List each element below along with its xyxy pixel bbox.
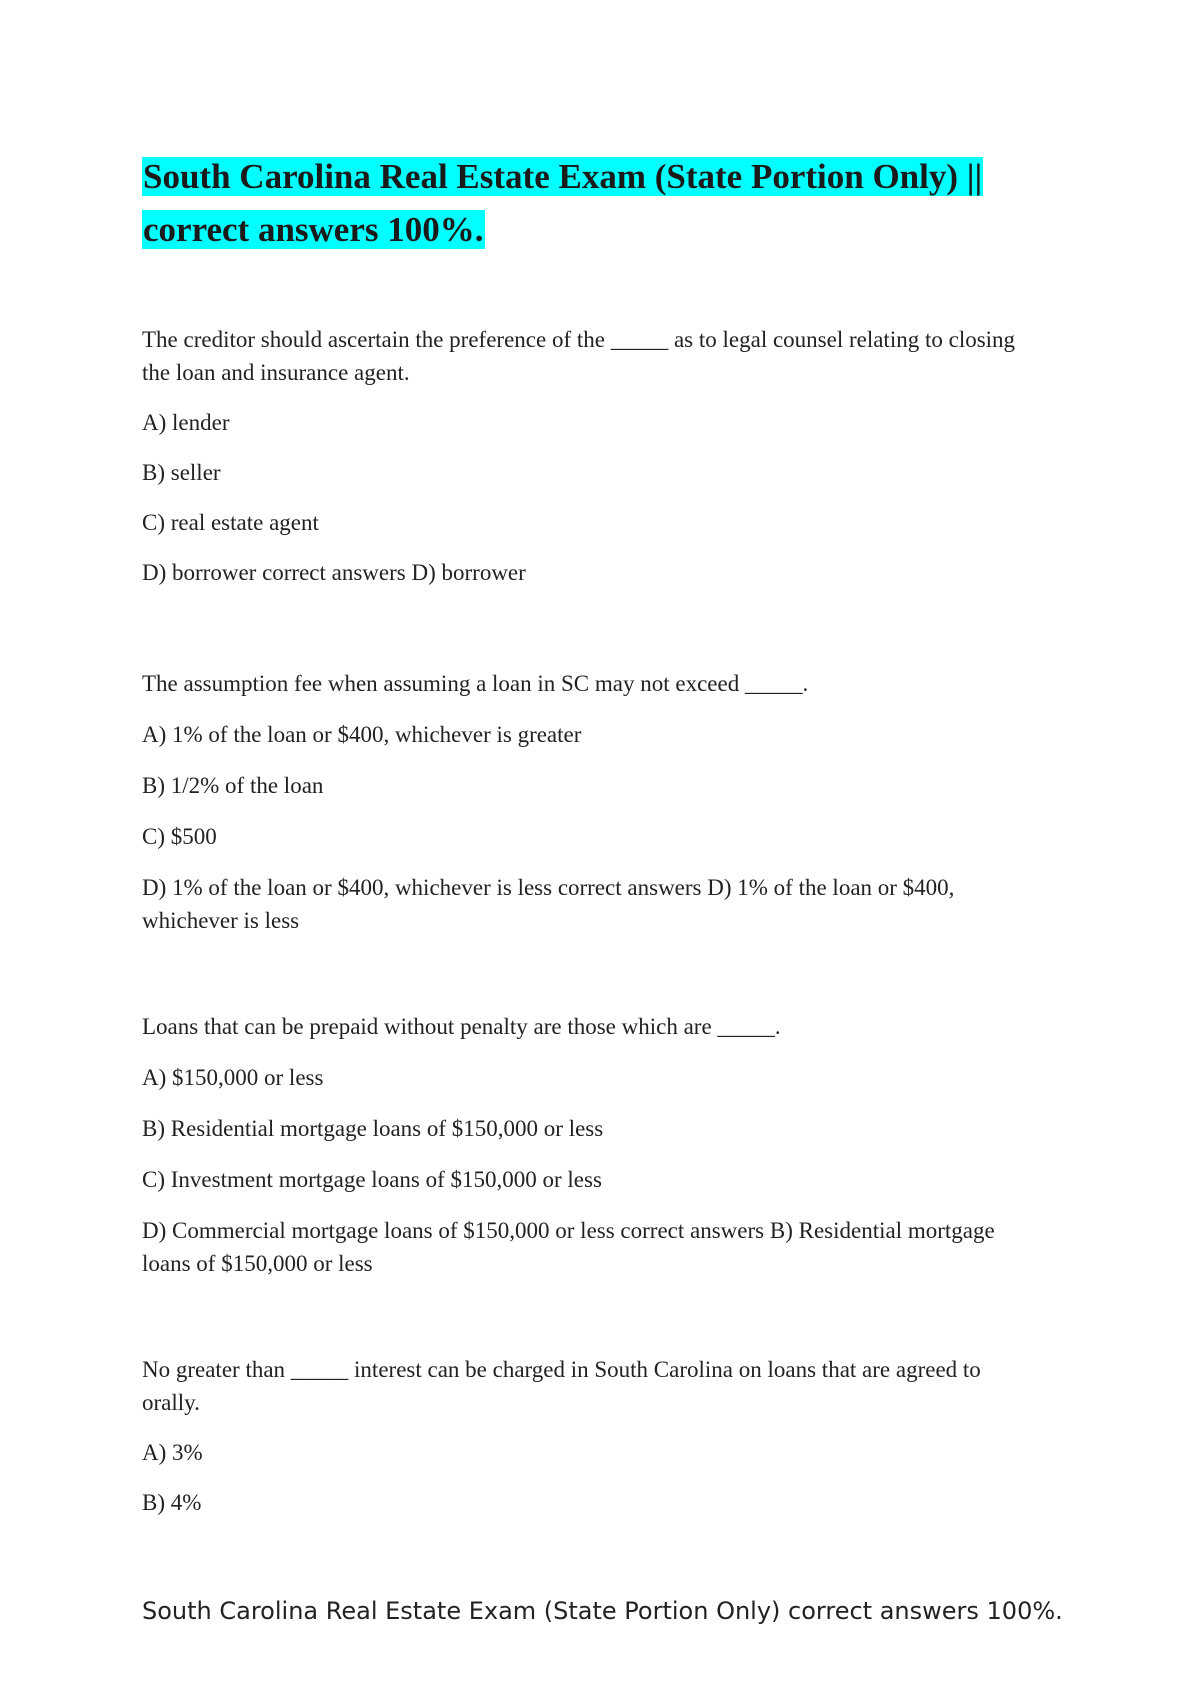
answer-option: B) 1/2% of the loan (142, 773, 324, 798)
question-block-1 (142, 323, 1042, 589)
answer-option: D) 1% of the loan or $400, whichever is less correct answers D) 1% of the loan or $400, whichever is less (142, 875, 955, 933)
question-block-4 (142, 1353, 1042, 1519)
page-footer: South Carolina Real Estate Exam (State Portion Only) correct answers 100%. (142, 1597, 1063, 1625)
answer-option: B) seller (142, 460, 221, 485)
answer-option: C) Investment mortgage loans of $150,000 or less (142, 1167, 602, 1192)
question-prompt: No greater than _____ interest can be charged in South Carolina on loans that are agreed to orally. (142, 1357, 981, 1415)
document-title (142, 150, 1042, 256)
question-block-3 (142, 1010, 1042, 1280)
question-prompt: Loans that can be prepaid without penalty are those which are _____. (142, 1014, 781, 1039)
answer-option: C) $500 (142, 824, 217, 849)
answer-option: D) borrower correct answers D) borrower (142, 560, 526, 585)
answer-option: A) 3% (142, 1440, 203, 1465)
answer-option: D) Commercial mortgage loans of $150,000 or less correct answers B) Residential mortgage loans of $150,000 or less (142, 1218, 995, 1276)
question-prompt: The assumption fee when assuming a loan in SC may not exceed _____. (142, 671, 809, 696)
answer-option: A) 1% of the loan or $400, whichever is greater (142, 722, 582, 747)
answer-option: B) Residential mortgage loans of $150,000 or less (142, 1116, 604, 1141)
answer-option: A) lender (142, 410, 230, 435)
question-block-2 (142, 667, 1042, 937)
answer-option: C) real estate agent (142, 510, 319, 535)
answer-option: B) 4% (142, 1490, 202, 1515)
question-prompt: The creditor should ascertain the preference of the _____ as to legal counsel relating to closing the loan and insurance agent. (142, 327, 1016, 385)
title-highlight: South Carolina Real Estate Exam (State Portion Only) || correct answers 100%. (143, 157, 983, 249)
answer-option: A) $150,000 or less (142, 1065, 324, 1090)
